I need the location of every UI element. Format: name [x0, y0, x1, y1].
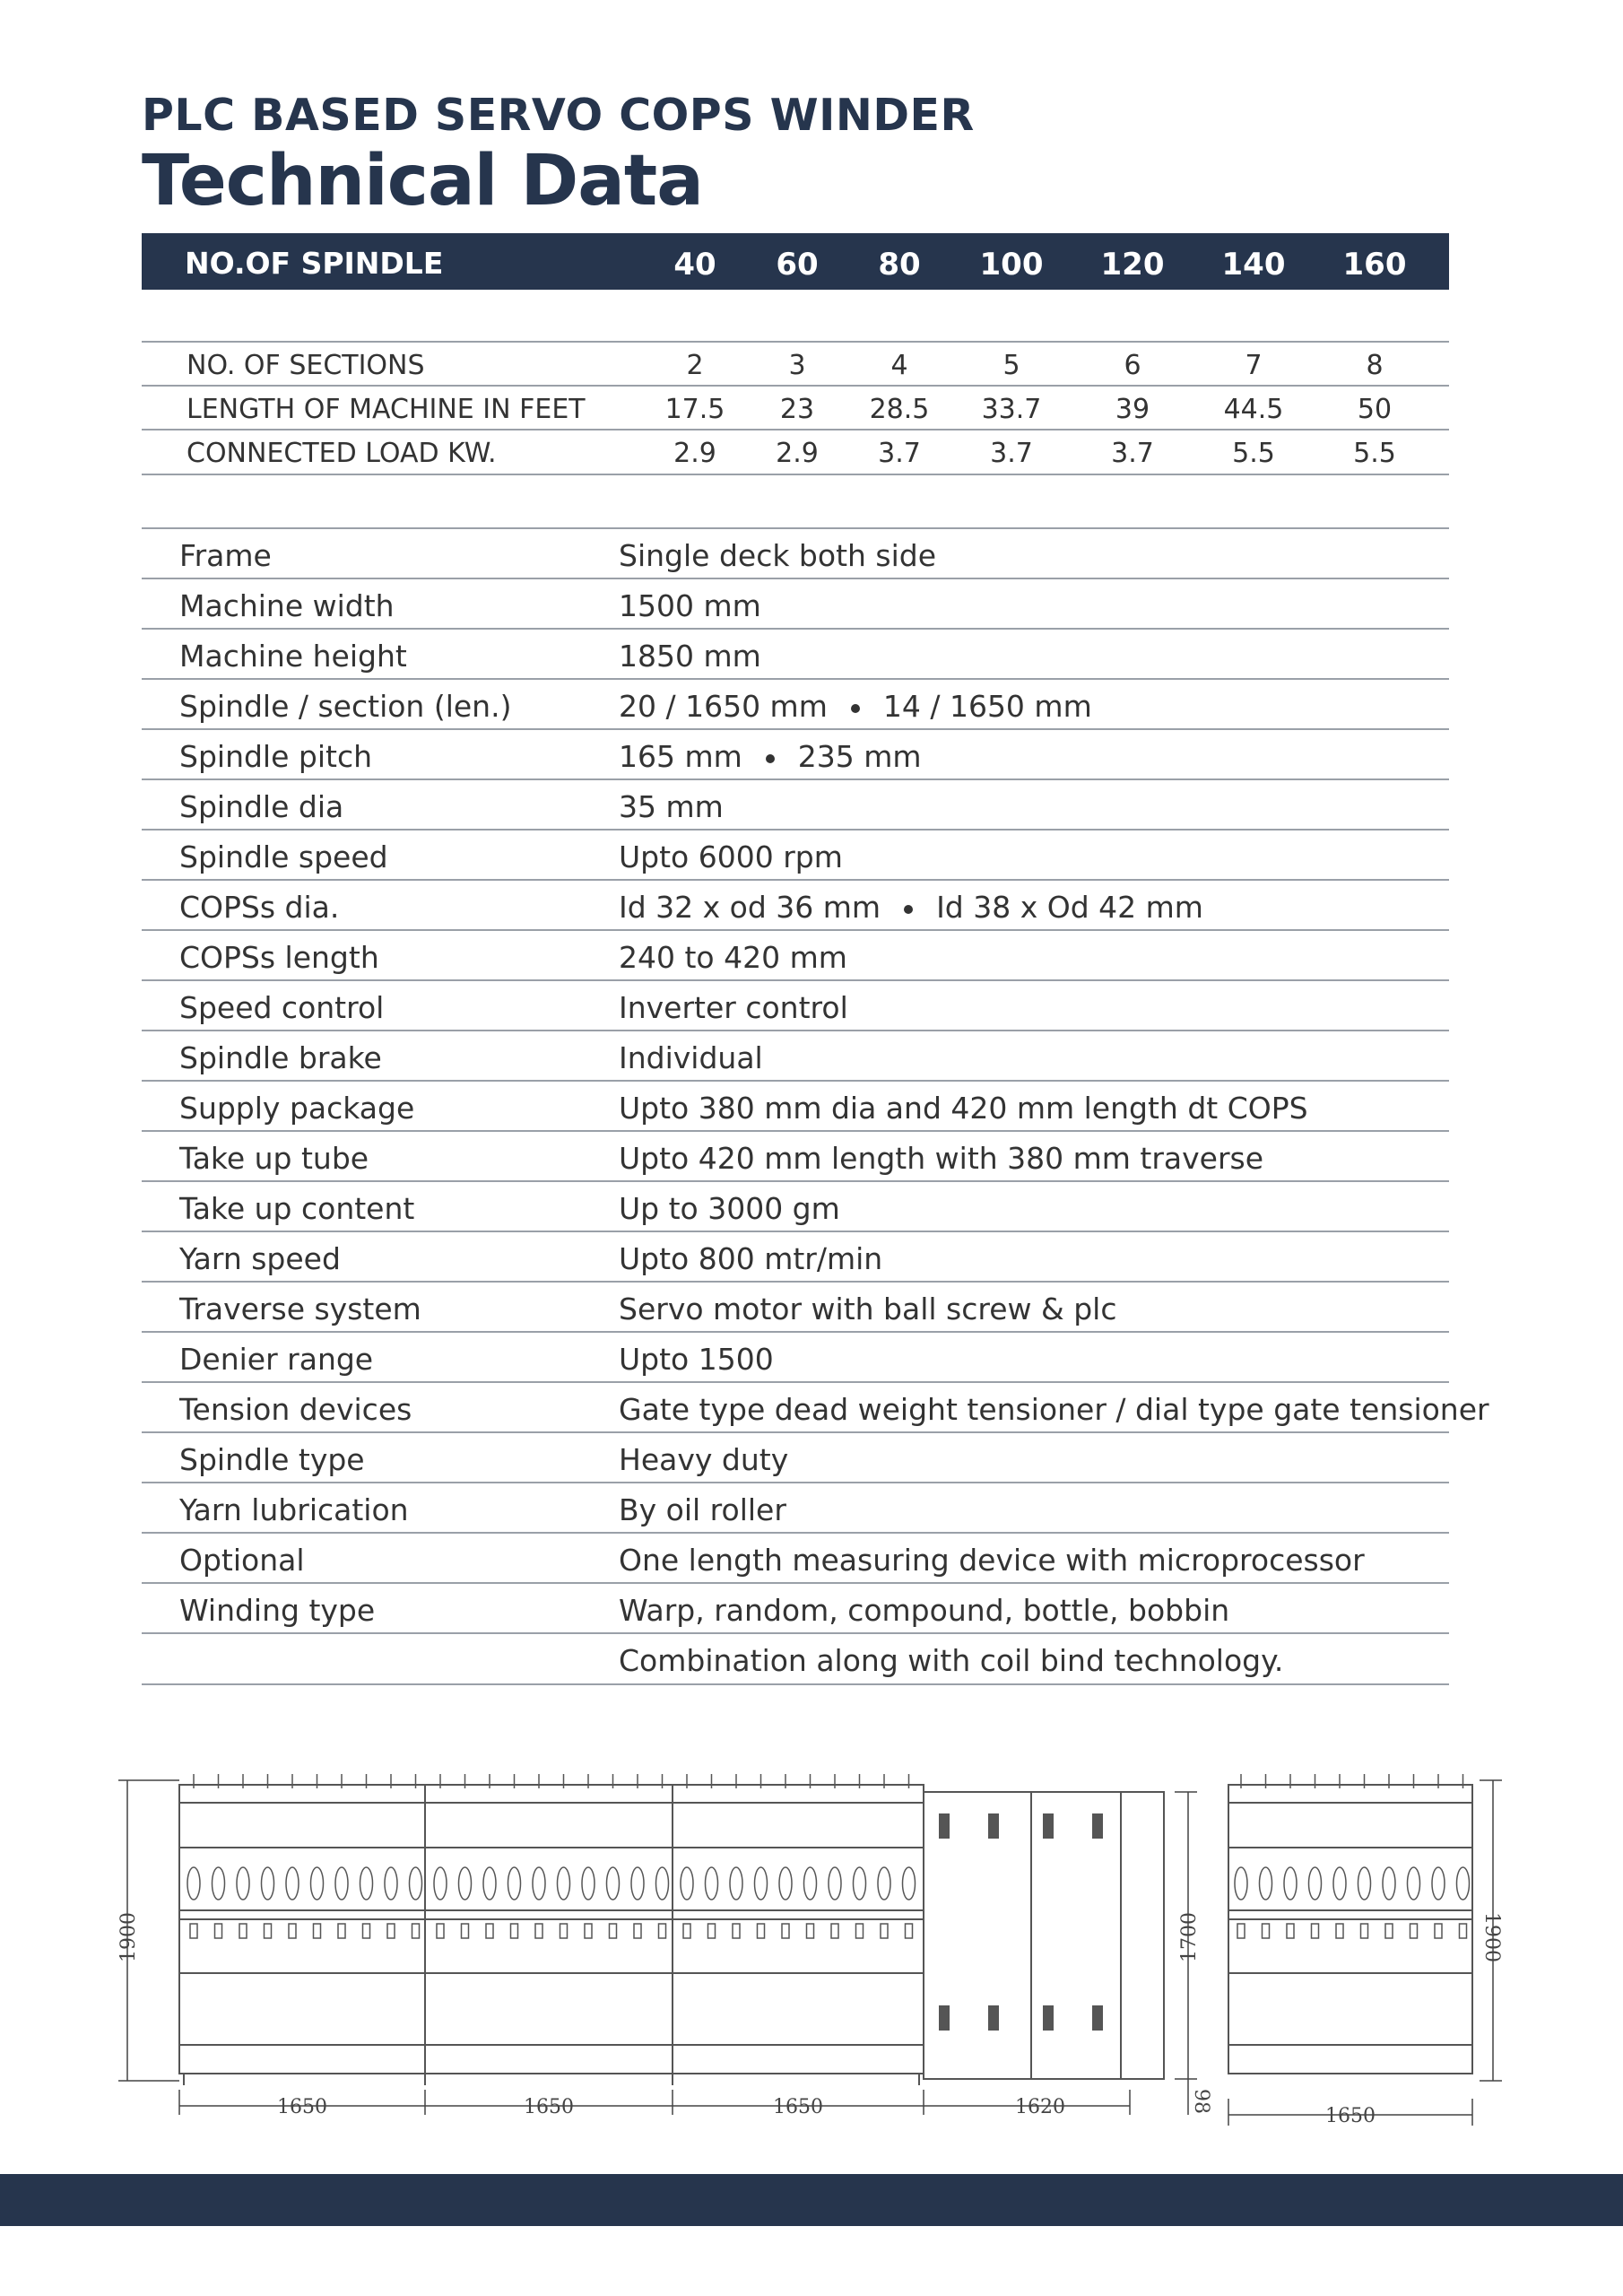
cop-package: [730, 1867, 742, 1900]
spec-row-label: LENGTH OF MACHINE IN FEET: [187, 394, 586, 425]
cop-package: [459, 1867, 472, 1900]
spec-value: 17.5: [664, 394, 725, 425]
spindle-unit: [190, 1924, 197, 1938]
spindle-unit: [511, 1924, 518, 1938]
spindle-unit: [782, 1924, 789, 1938]
feature-value: Single deck both side: [619, 538, 937, 573]
feature-value: Gate type dead weight tensioner / dial type gate tensioner: [619, 1392, 1489, 1427]
spindle-unit: [683, 1924, 690, 1938]
spindle-unit: [831, 1924, 838, 1938]
spindle-unit: [412, 1924, 420, 1938]
feature-value: By oil roller: [619, 1492, 786, 1527]
feature-row: [142, 678, 1449, 729]
spindle-unit: [906, 1924, 913, 1938]
feature-value-group: [619, 739, 922, 774]
cop-package: [903, 1867, 916, 1900]
spindle-unit: [733, 1924, 740, 1938]
spec-value: 44.5: [1223, 394, 1284, 425]
spindle-count-80: 80: [878, 247, 921, 283]
spindle-unit: [239, 1924, 247, 1938]
spec-value: 4: [890, 350, 908, 381]
spindle-unit: [881, 1924, 888, 1938]
feature-key: Yarn lubrication: [179, 1492, 409, 1527]
dim-panel-height: 1700: [1178, 1912, 1201, 1962]
feature-row: [142, 1030, 1449, 1081]
feature-key: Spindle dia: [179, 789, 344, 824]
feature-key: Spindle / section (len.): [179, 689, 512, 724]
cop-package: [854, 1867, 866, 1900]
feature-key: Tension devices: [179, 1392, 412, 1427]
spindle-unit: [535, 1924, 542, 1938]
feature-row: [142, 1381, 1489, 1432]
feature-value: Inverter control: [619, 990, 848, 1025]
feature-value: Individual: [619, 1040, 763, 1075]
spindle-unit: [585, 1924, 592, 1938]
feature-row: [142, 1632, 1449, 1685]
spec-value: 3.7: [878, 438, 921, 469]
feature-value: Upto 1500: [619, 1342, 774, 1377]
spec-value: 2.9: [776, 438, 819, 469]
spec-value: 2: [686, 350, 704, 381]
feature-value: Id 32 x od 36 mm: [619, 890, 881, 925]
cop-package: [656, 1867, 669, 1900]
spec-value: 7: [1245, 350, 1263, 381]
cop-package: [533, 1867, 545, 1900]
cop-package: [508, 1867, 521, 1900]
feature-value: 1850 mm: [619, 639, 761, 674]
spindle-unit: [1312, 1924, 1319, 1938]
feature-row: [142, 1180, 1449, 1231]
feature-value-group: [619, 689, 1092, 724]
feature-row: [142, 628, 1449, 679]
cop-package: [434, 1867, 447, 1900]
cop-package: [237, 1867, 249, 1900]
feature-key: Denier range: [179, 1342, 374, 1377]
spindle-unit: [437, 1924, 444, 1938]
dim-section-1: 1650: [277, 2096, 327, 2118]
dim-height-left: 1900: [117, 1912, 140, 1962]
spindle-unit: [265, 1924, 272, 1938]
spec-value: 50: [1357, 394, 1393, 425]
feature-value-alt: 235 mm: [797, 739, 922, 774]
feature-value: Upto 380 mm dia and 420 mm length dt COPS: [619, 1091, 1308, 1126]
subtitle: PLC BASED SERVO COPS WINDER: [142, 90, 975, 141]
dim-height-right: 1900: [1480, 1912, 1503, 1962]
spec-value: 6: [1124, 350, 1141, 381]
feature-row: [142, 1130, 1449, 1181]
feature-value: Upto 6000 rpm: [619, 839, 843, 874]
cop-package: [311, 1867, 324, 1900]
spec-row-label: CONNECTED LOAD KW.: [187, 438, 497, 469]
feature-value: 165 mm: [619, 739, 742, 774]
footer-bar: [0, 2174, 1623, 2226]
spindle-header-bar: [142, 233, 1449, 290]
spindle-unit: [807, 1924, 814, 1938]
cop-package: [187, 1867, 200, 1900]
spindle-unit: [215, 1924, 222, 1938]
dim-section-2: 1650: [524, 2096, 574, 2118]
spec-value: 3: [788, 350, 806, 381]
cop-package: [681, 1867, 693, 1900]
cop-package: [335, 1867, 348, 1900]
spec-value: 5.5: [1232, 438, 1275, 469]
spindle-unit: [338, 1924, 345, 1938]
spindle-unit: [1263, 1924, 1270, 1938]
spindle-count-40: 40: [673, 247, 716, 283]
feature-value: Combination along with coil bind technology.: [619, 1643, 1284, 1678]
feature-key: COPSs length: [179, 940, 379, 975]
cop-package: [1457, 1867, 1470, 1900]
spec-value: 2.9: [673, 438, 716, 469]
spec-row-label: NO. OF SECTIONS: [187, 350, 425, 381]
spindle-unit: [659, 1924, 666, 1938]
cop-package: [360, 1867, 373, 1900]
cop-package: [213, 1867, 225, 1900]
spindle-unit: [462, 1924, 469, 1938]
cop-package: [706, 1867, 718, 1900]
cop-package: [385, 1867, 397, 1900]
feature-value: Heavy duty: [619, 1442, 789, 1477]
spindle-count-140: 140: [1221, 247, 1286, 283]
spindle-unit: [387, 1924, 395, 1938]
spec-value: 3.7: [1111, 438, 1154, 469]
feature-value: Up to 3000 gm: [619, 1191, 840, 1226]
spindle-unit: [708, 1924, 716, 1938]
spec-value: 33.7: [981, 394, 1042, 425]
cop-package: [1333, 1867, 1346, 1900]
feature-key: Speed control: [179, 990, 385, 1025]
feature-key: Machine height: [179, 639, 407, 674]
feature-key: Spindle speed: [179, 839, 388, 874]
feature-key: Take up content: [179, 1191, 415, 1226]
spindle-unit: [610, 1924, 617, 1938]
cop-package: [1284, 1867, 1297, 1900]
spec-row-length: [142, 385, 1449, 430]
feature-value: Upto 800 mtr/min: [619, 1241, 883, 1276]
cop-package: [286, 1867, 299, 1900]
feature-row: [142, 1482, 1449, 1533]
spec-row-load: [142, 429, 1449, 475]
feature-key: Yarn speed: [179, 1241, 341, 1276]
feature-value: One length measuring device with microprocessor: [619, 1543, 1365, 1578]
spindle-unit: [856, 1924, 864, 1938]
spindle-count-60: 60: [776, 247, 819, 283]
spec-value: 28.5: [869, 394, 930, 425]
feature-key: Traverse system: [179, 1292, 421, 1326]
feature-key: Spindle brake: [179, 1040, 382, 1075]
spec-value: 23: [779, 394, 815, 425]
page-title: Technical Data: [142, 141, 703, 222]
feature-row: [142, 728, 1449, 779]
cop-package: [558, 1867, 570, 1900]
feature-value: 20 / 1650 mm: [619, 689, 828, 724]
dim-panel-width: 1620: [1015, 2096, 1065, 2118]
spec-value: 39: [1115, 394, 1150, 425]
feature-row: [142, 829, 1449, 880]
feature-row: [142, 1231, 1449, 1282]
dim-base: 98: [1190, 2089, 1212, 2114]
feature-value: 1500 mm: [619, 588, 761, 623]
cop-package: [804, 1867, 817, 1900]
cop-package: [410, 1867, 422, 1900]
spindle-unit: [289, 1924, 296, 1938]
cop-package: [1358, 1867, 1371, 1900]
spindle-count-160: 160: [1342, 247, 1407, 283]
cop-package: [483, 1867, 496, 1900]
spindle-unit: [1287, 1924, 1294, 1938]
feature-row: [142, 578, 1449, 629]
spec-value: 3.7: [990, 438, 1033, 469]
feature-value: 35 mm: [619, 789, 724, 824]
feature-value-group: [619, 890, 1203, 925]
feature-row: [142, 778, 1449, 830]
feature-row: [142, 1431, 1449, 1483]
spindle-unit: [1336, 1924, 1343, 1938]
spindle-unit: [634, 1924, 641, 1938]
spindle-count-120: 120: [1100, 247, 1165, 283]
cop-package: [1383, 1867, 1395, 1900]
feature-row: [142, 879, 1449, 930]
spindle-unit: [486, 1924, 493, 1938]
cop-package: [829, 1867, 841, 1900]
spec-value: 5: [1002, 350, 1020, 381]
feature-value-alt: Id 38 x Od 42 mm: [936, 890, 1203, 925]
feature-row: [142, 1080, 1449, 1131]
dim-side-width: 1650: [1325, 2105, 1376, 2126]
feature-row: [142, 929, 1449, 980]
feature-value-alt: 14 / 1650 mm: [882, 689, 1092, 724]
cop-package: [1309, 1867, 1322, 1900]
feature-key: COPSs dia.: [179, 890, 340, 925]
bullet-icon: [904, 905, 913, 914]
feature-key: Spindle type: [179, 1442, 365, 1477]
spec-value: 5.5: [1353, 438, 1396, 469]
spindle-unit: [560, 1924, 568, 1938]
machine-drawing: [108, 1758, 1506, 2126]
feature-key: Spindle pitch: [179, 739, 372, 774]
feature-row: [142, 1582, 1449, 1633]
spindle-count-100: 100: [979, 247, 1044, 283]
feature-key: Take up tube: [179, 1141, 369, 1176]
feature-row: [142, 979, 1449, 1031]
feature-row: [142, 1281, 1449, 1332]
feature-key: Machine width: [179, 588, 395, 623]
feature-key: Winding type: [179, 1593, 376, 1628]
dim-section-3: 1650: [773, 2096, 823, 2118]
cop-package: [755, 1867, 768, 1900]
spindle-unit: [314, 1924, 321, 1938]
spec-row-sections: [142, 341, 1449, 386]
bullet-icon: [766, 754, 775, 763]
spec-value: 8: [1366, 350, 1384, 381]
cop-package: [1235, 1867, 1247, 1900]
cop-package: [878, 1867, 890, 1900]
spindle-unit: [758, 1924, 765, 1938]
cop-package: [779, 1867, 792, 1900]
cop-package: [582, 1867, 595, 1900]
bullet-icon: [851, 704, 860, 713]
feature-value: Upto 420 mm length with 380 mm traverse: [619, 1141, 1264, 1176]
spindle-unit: [1460, 1924, 1467, 1938]
cop-package: [607, 1867, 620, 1900]
feature-value: Servo motor with ball screw & plc: [619, 1292, 1117, 1326]
feature-key: Frame: [179, 538, 272, 573]
feature-row: [142, 527, 1449, 578]
spindle-unit: [1410, 1924, 1418, 1938]
feature-row: [142, 1532, 1449, 1583]
spindle-unit: [1435, 1924, 1442, 1938]
feature-value: 240 to 420 mm: [619, 940, 847, 975]
feature-key: Supply package: [179, 1091, 415, 1126]
cop-package: [262, 1867, 274, 1900]
feature-value: Warp, random, compound, bottle, bobbin: [619, 1593, 1230, 1628]
spindle-unit: [1361, 1924, 1368, 1938]
spindle-unit: [363, 1924, 370, 1938]
feature-key: Optional: [179, 1543, 305, 1578]
cop-package: [1408, 1867, 1420, 1900]
spindle-header-label: NO.OF SPINDLE: [185, 246, 444, 281]
cop-package: [1260, 1867, 1272, 1900]
cop-package: [1432, 1867, 1445, 1900]
cop-package: [631, 1867, 644, 1900]
feature-row: [142, 1331, 1449, 1382]
spindle-unit: [1237, 1924, 1245, 1938]
spindle-unit: [1385, 1924, 1393, 1938]
